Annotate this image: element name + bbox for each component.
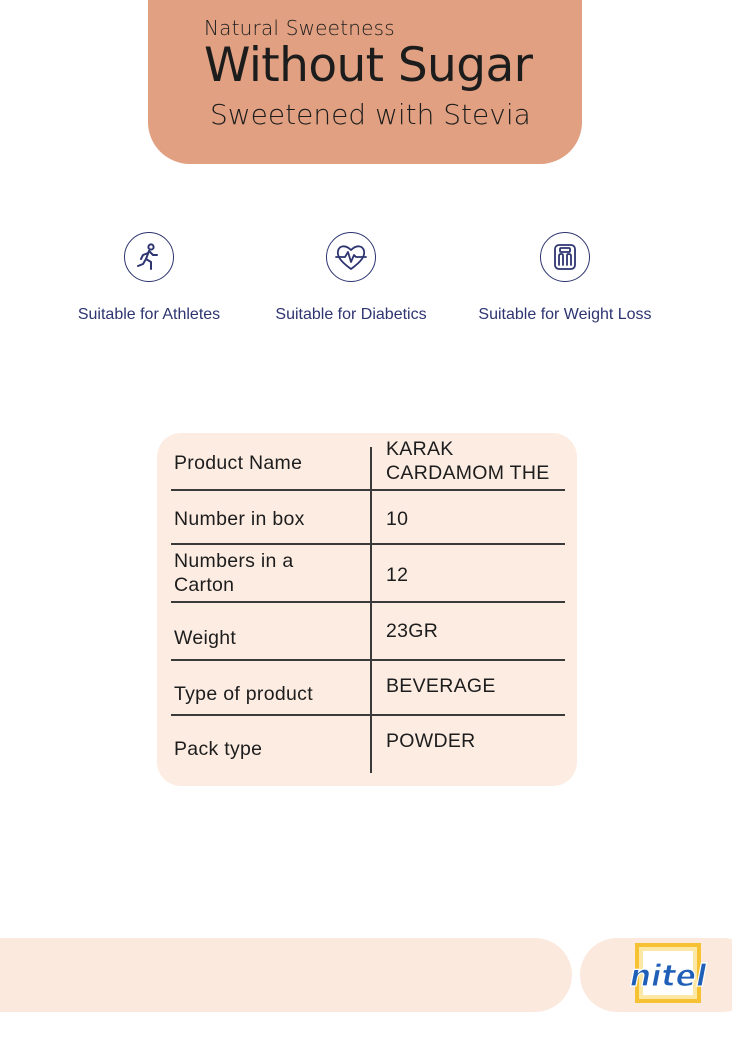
feature-diabetics <box>236 232 466 324</box>
brand-logo <box>628 941 708 1010</box>
row-value-type-of-product: BEVERAGE <box>386 675 496 697</box>
row-key-weight: Weight <box>174 627 237 649</box>
row-key-pack-type: Pack type <box>174 738 263 760</box>
row-value-numbers-in-carton: 12 <box>386 564 409 586</box>
banner-pretitle: Natural Sweetness <box>204 16 395 40</box>
table-divider <box>171 543 565 545</box>
logo-text: nitel <box>629 959 707 994</box>
table-divider <box>171 714 565 716</box>
top-banner <box>148 0 582 164</box>
row-key-type-of-product: Type of product <box>174 683 313 705</box>
row-key-product-name: Product Name <box>174 452 303 474</box>
row-key-number-in-box: Number in box <box>174 508 305 530</box>
table-divider <box>171 601 565 603</box>
feature-weight-loss <box>450 232 680 324</box>
row-value-pack-type: POWDER <box>386 730 476 752</box>
runner-icon <box>124 232 174 282</box>
banner-title: Without Sugar <box>204 38 533 93</box>
scale-icon <box>540 232 590 282</box>
product-spec-table <box>157 433 577 786</box>
feature-label: Suitable for Athletes <box>77 306 221 323</box>
table-divider <box>171 659 565 661</box>
row-value-weight: 23GR <box>386 620 439 642</box>
feature-label: Suitable for Weight Loss <box>478 306 652 323</box>
row-value-number-in-box: 10 <box>386 508 409 530</box>
feature-label: Suitable for Diabetics <box>275 306 427 323</box>
heart-pulse-icon <box>326 232 376 282</box>
banner-subtitle: Sweetened with Stevia <box>210 98 531 131</box>
feature-athletes <box>34 232 264 324</box>
row-value-product-name: KARAK CARDAMOM THE <box>386 438 550 484</box>
table-divider-vertical <box>370 447 372 773</box>
footer-bar <box>0 938 572 1012</box>
table-divider <box>171 489 565 491</box>
row-key-numbers-in-carton: Numbers in a Carton <box>174 550 294 596</box>
